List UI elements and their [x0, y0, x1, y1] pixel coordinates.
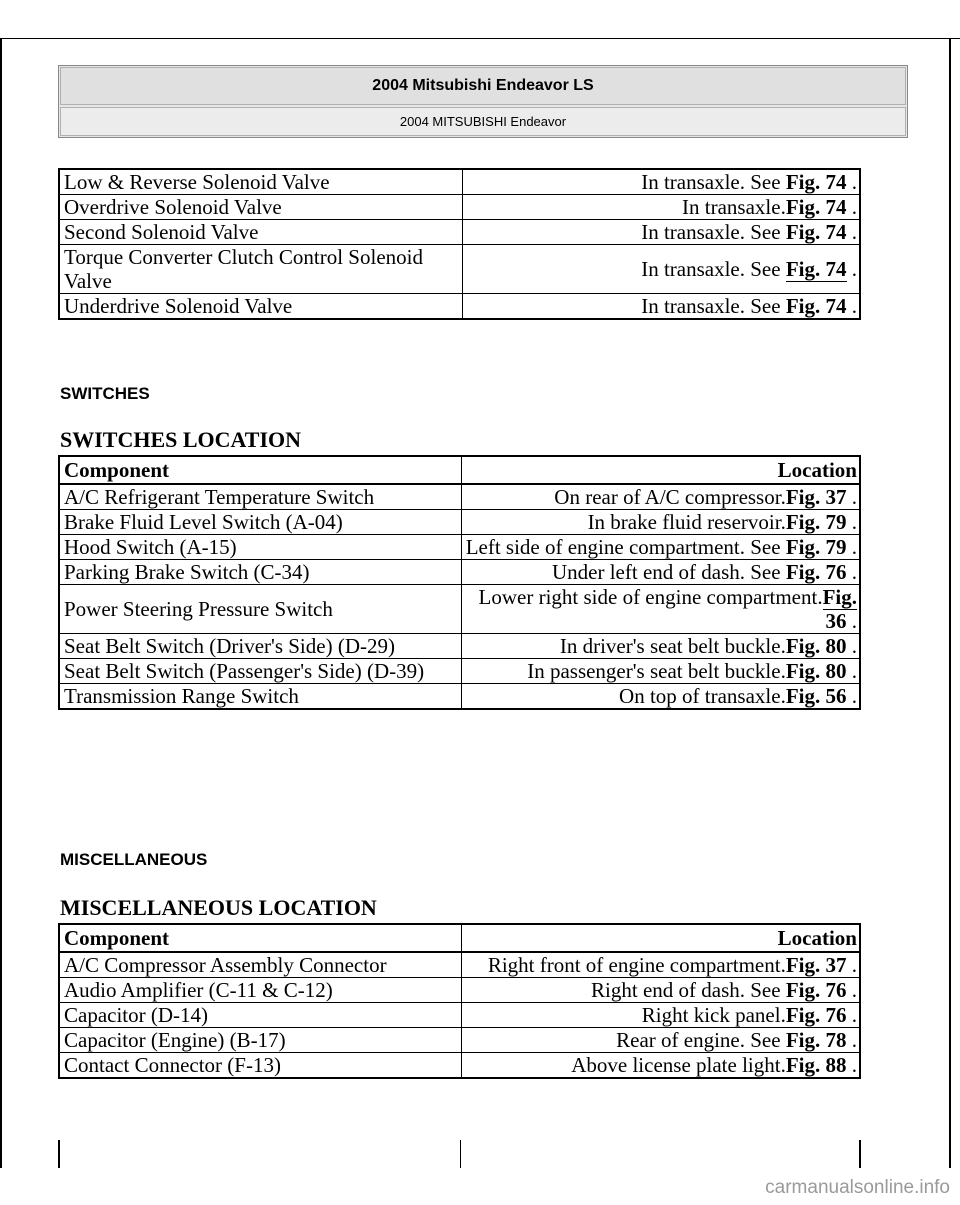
table-row	[59, 510, 860, 535]
watermark: carmanualsonline.info	[765, 1177, 950, 1198]
location-text: On top of transaxle.	[619, 684, 786, 708]
section-heading-miscellaneous: MISCELLANEOUS	[60, 850, 208, 869]
component-cell: A/C Refrigerant Temperature Switch	[59, 484, 462, 510]
location-text: Rear of engine. See	[616, 1028, 786, 1052]
location-text: Lower right side of engine compartment.	[478, 585, 823, 609]
location-text: Above license plate light.	[571, 1053, 786, 1077]
figure-link[interactable]: Fig. 76	[785, 978, 847, 1002]
location-text: In passenger's seat belt buckle.	[527, 659, 786, 683]
location-cell	[463, 220, 861, 245]
location-end: .	[846, 634, 857, 658]
table-row	[59, 1053, 860, 1079]
page-border-right	[949, 38, 951, 1168]
component-cell: Overdrive Solenoid Valve	[59, 195, 463, 220]
location-cell	[463, 294, 861, 320]
table-row	[59, 220, 860, 245]
table-row	[59, 684, 860, 710]
figure-link[interactable]: Fig. 80	[785, 634, 847, 658]
component-cell: Low & Reverse Solenoid Valve	[59, 169, 463, 195]
component-cell: Contact Connector (F-13)	[59, 1053, 462, 1079]
table-row	[59, 245, 860, 294]
table-row	[59, 1003, 860, 1028]
location-end: .	[846, 170, 857, 194]
location-text: In brake fluid reservoir.	[587, 510, 786, 534]
figure-link[interactable]: Fig. 37	[785, 953, 847, 977]
table-row	[59, 952, 860, 978]
figure-link[interactable]: Fig. 88	[785, 1053, 847, 1077]
location-end: .	[846, 195, 857, 219]
component-cell: Transmission Range Switch	[59, 684, 462, 710]
component-cell: Capacitor (D-14)	[59, 1003, 462, 1028]
location-end: .	[846, 609, 857, 633]
component-cell: Parking Brake Switch (C-34)	[59, 560, 462, 585]
component-cell: Seat Belt Switch (Driver's Side) (D-29)	[59, 634, 462, 659]
location-end: .	[846, 510, 857, 534]
location-end: .	[846, 485, 857, 509]
figure-link[interactable]: Fig. 80	[785, 659, 847, 683]
location-cell	[462, 684, 861, 710]
component-cell: Brake Fluid Level Switch (A-04)	[59, 510, 462, 535]
switches-location-table	[58, 455, 861, 710]
miscellaneous-location-table	[58, 923, 861, 1079]
location-cell	[462, 952, 861, 978]
location-cell	[463, 245, 861, 294]
figure-link[interactable]: Fig. 74	[785, 170, 847, 194]
figure-link[interactable]: Fig. 74	[785, 195, 847, 219]
location-text: On rear of A/C compressor.	[554, 485, 786, 509]
location-text: Left side of engine compartment. See	[465, 535, 786, 559]
table-row	[59, 169, 860, 195]
table-title-miscellaneous: MISCELLANEOUS LOCATION	[60, 895, 377, 920]
location-end: .	[846, 1028, 857, 1052]
component-cell: Second Solenoid Valve	[59, 220, 463, 245]
location-text: In transaxle. See	[641, 294, 786, 318]
location-cell	[462, 535, 861, 560]
table-row	[59, 585, 860, 634]
table-header-row	[59, 456, 860, 484]
location-end: .	[846, 257, 857, 281]
document-header	[58, 65, 908, 138]
location-text: Under left end of dash. See	[551, 560, 786, 584]
location-cell	[463, 195, 861, 220]
location-end: .	[846, 1053, 857, 1077]
figure-link[interactable]: Fig. 76	[785, 1003, 847, 1027]
location-text: Right end of dash. See	[591, 978, 786, 1002]
location-end: .	[846, 560, 857, 584]
figure-link[interactable]: Fig. 79	[785, 535, 847, 559]
component-cell: Underdrive Solenoid Valve	[59, 294, 463, 320]
column-divider	[460, 1140, 461, 1168]
location-cell	[463, 169, 861, 195]
location-text: In transaxle. See	[641, 257, 786, 281]
section-heading-switches: SWITCHES	[60, 384, 150, 403]
location-end: .	[846, 220, 857, 244]
location-text: Right kick panel.	[641, 1003, 786, 1027]
figure-link[interactable]: Fig. 78	[785, 1028, 847, 1052]
column-header-component: Component	[59, 924, 462, 952]
location-cell	[462, 585, 861, 634]
location-text: In transaxle. See	[641, 220, 786, 244]
table-row	[59, 634, 860, 659]
figure-link[interactable]: Fig. 74	[785, 294, 847, 318]
location-cell	[462, 1003, 861, 1028]
page-border-top	[0, 38, 960, 39]
location-cell	[462, 560, 861, 585]
table-continuation	[58, 1140, 861, 1168]
table-row	[59, 484, 860, 510]
component-cell: Hood Switch (A-15)	[59, 535, 462, 560]
location-text: In driver's seat belt buckle.	[559, 634, 786, 658]
location-text: Right front of engine compartment.	[487, 953, 786, 977]
component-cell: Torque Converter Clutch Control Solenoid Valve	[59, 245, 463, 294]
table-row	[59, 535, 860, 560]
figure-link[interactable]: Fig. 79	[785, 510, 847, 534]
component-cell: Seat Belt Switch (Passenger's Side) (D-39)	[59, 659, 462, 684]
table-row	[59, 560, 860, 585]
component-cell: A/C Compressor Assembly Connector	[59, 952, 462, 978]
document-title: 2004 Mitsubishi Endeavor LS	[60, 67, 906, 105]
figure-link[interactable]: Fig. 74	[785, 257, 847, 281]
location-end: .	[846, 659, 857, 683]
page-border-left	[0, 38, 2, 1168]
table-header-row	[59, 924, 860, 952]
table-row	[59, 195, 860, 220]
component-cell: Audio Amplifier (C-11 & C-12)	[59, 978, 462, 1003]
location-cell	[462, 634, 861, 659]
location-cell	[462, 978, 861, 1003]
location-end: .	[846, 1003, 857, 1027]
column-header-location: Location	[462, 456, 861, 484]
figure-link[interactable]: Fig. 76	[785, 560, 847, 584]
location-cell	[462, 484, 861, 510]
component-cell: Power Steering Pressure Switch	[59, 585, 462, 634]
location-end: .	[846, 535, 857, 559]
table-row	[59, 659, 860, 684]
column-header-component: Component	[59, 456, 462, 484]
location-end: .	[846, 978, 857, 1002]
location-text: In transaxle.	[682, 195, 786, 219]
location-cell	[462, 1028, 861, 1053]
figure-link[interactable]: Fig. 37	[785, 485, 847, 509]
component-cell: Capacitor (Engine) (B-17)	[59, 1028, 462, 1053]
location-text: In transaxle. See	[641, 170, 786, 194]
location-end: .	[846, 684, 857, 708]
table-title-switches: SWITCHES LOCATION	[60, 427, 302, 452]
column-header-location: Location	[462, 924, 861, 952]
figure-link[interactable]: Fig. 74	[785, 220, 847, 244]
location-cell	[462, 659, 861, 684]
table-row	[59, 1028, 860, 1053]
document-subtitle: 2004 MITSUBISHI Endeavor	[60, 107, 906, 136]
location-end: .	[846, 294, 857, 318]
figure-link[interactable]: Fig. 56	[785, 684, 847, 708]
solenoid-location-table	[58, 168, 861, 320]
table-row	[59, 978, 860, 1003]
location-end: .	[846, 953, 857, 977]
location-cell	[462, 1053, 861, 1079]
location-cell	[462, 510, 861, 535]
figure-link[interactable]: Fig. 36	[822, 585, 857, 633]
table-row	[59, 294, 860, 320]
